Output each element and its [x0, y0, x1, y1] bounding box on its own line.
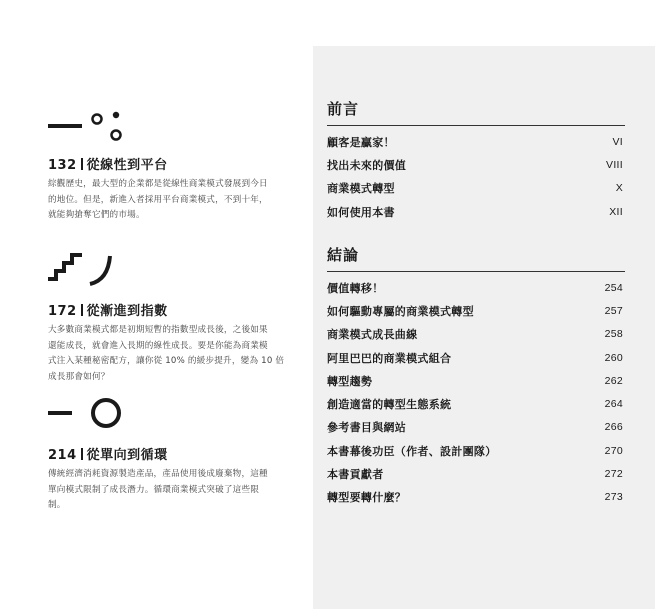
section-heading	[48, 444, 288, 463]
toc-section-title: 結論	[327, 246, 360, 264]
line-dot-dots-icon	[48, 108, 288, 148]
line-circle-icon	[48, 396, 288, 436]
section-separator	[81, 158, 83, 170]
description-line: 綜觀歷史，最大型的企業都是從線性商業模式發展到今日	[48, 179, 268, 189]
description-line: 還能成長，就會進入長期的線性成長。要是你能為商業模	[48, 340, 268, 351]
section-description	[48, 323, 288, 385]
toc-entry-page: 258	[604, 328, 623, 341]
section-title: 從單向到循環	[86, 448, 168, 463]
section-linear-to-platform	[48, 108, 288, 224]
description-line: 就能夠搶奪它們的市場。	[48, 210, 145, 220]
section-linear-to-circular	[48, 396, 288, 514]
toc-entry[interactable]	[327, 486, 625, 509]
right-page-toc	[313, 46, 655, 609]
section-title: 從漸進到指數	[86, 304, 168, 319]
description-line: 的地位。但是，新進入者採用平台商業模式，不到十年，	[48, 194, 268, 205]
toc-section-title: 前言	[327, 100, 360, 118]
section-incremental-to-exponential	[48, 250, 288, 385]
toc-entry-page: 260	[604, 351, 623, 364]
description-line: 式注入某種秘密配方，讓你從 10% 的緩步提升，變為 10 倍	[48, 356, 285, 366]
description-line: 單向模式限制了成長潛力。循環商業模式突破了這些限	[48, 484, 260, 495]
section-page-number: 132	[48, 158, 77, 173]
section-page-number: 172	[48, 304, 77, 319]
toc-entry-page: VI	[612, 135, 623, 148]
toc-entry[interactable]	[327, 323, 625, 346]
description-line: 傳統經濟消耗資源製造產品，產品使用後成廢棄物，這種	[48, 469, 268, 479]
section-separator	[81, 304, 83, 316]
toc-entry-label: 如何驅動專屬的商業模式轉型	[327, 304, 474, 318]
section-description	[48, 467, 288, 514]
toc-entry-label: 顧客是贏家！	[327, 135, 395, 149]
description-line: 成長那會如何？	[48, 371, 110, 382]
toc-preface	[327, 98, 625, 223]
toc-entry-page: XII	[609, 205, 623, 218]
toc-entry-label: 參考書目與網站	[327, 421, 407, 435]
toc-entry-page: X	[615, 182, 623, 195]
toc-entry-label: 本書貢獻者	[327, 468, 384, 482]
toc-entry[interactable]	[327, 392, 625, 415]
staircase-curve-icon	[48, 250, 288, 290]
toc-entry-label: 商業模式成長曲線	[327, 328, 418, 342]
toc-entry-label: 轉型要轉什麼？	[327, 491, 407, 505]
toc-entry-label: 本書幕後功臣（作者、設計團隊）	[327, 444, 497, 458]
toc-entry[interactable]	[327, 177, 625, 200]
section-page-number: 214	[48, 448, 77, 463]
section-heading	[48, 300, 288, 319]
toc-entry-page: 270	[604, 444, 623, 457]
description-line: 大多數商業模式都是初期短暫的指數型成長後，之後如果	[48, 325, 268, 335]
toc-entry-label: 找出未來的價值	[327, 158, 407, 172]
toc-entry[interactable]	[327, 416, 625, 439]
section-title: 從線性到平台	[86, 158, 168, 173]
toc-entry-page: 254	[604, 281, 623, 294]
toc-entry-label: 商業模式轉型	[327, 182, 395, 196]
toc-entry-page: 272	[604, 468, 623, 481]
toc-entry-page: 264	[604, 398, 623, 411]
toc-entry-page: 257	[604, 304, 623, 317]
description-line: 制。	[48, 500, 66, 510]
toc-entry[interactable]	[327, 130, 625, 153]
toc-entry-page: 273	[604, 491, 623, 504]
toc-entry[interactable]	[327, 439, 625, 462]
toc-entry[interactable]	[327, 200, 625, 223]
toc-entry-label: 轉型趨勢	[327, 374, 373, 388]
toc-entry[interactable]	[327, 299, 625, 322]
toc-entry-page: 262	[604, 374, 623, 387]
section-separator	[81, 448, 83, 460]
toc-conclusion	[327, 244, 625, 509]
toc-divider	[327, 125, 625, 126]
section-heading	[48, 154, 288, 173]
toc-entry[interactable]	[327, 153, 625, 176]
toc-entry-label: 價值轉移！	[327, 281, 384, 295]
toc-entry[interactable]	[327, 462, 625, 485]
toc-entry[interactable]	[327, 346, 625, 369]
toc-list	[327, 276, 625, 509]
toc-entry[interactable]	[327, 276, 625, 299]
left-page	[0, 0, 313, 609]
toc-list	[327, 130, 625, 223]
toc-divider	[327, 271, 625, 272]
toc-entry-label: 創造適當的轉型生態系統	[327, 398, 452, 412]
toc-entry[interactable]	[327, 369, 625, 392]
section-description	[48, 177, 288, 224]
toc-entry-label: 阿里巴巴的商業模式組合	[327, 351, 452, 365]
toc-entry-page: VIII	[606, 158, 623, 171]
toc-entry-page: 266	[604, 421, 623, 434]
toc-entry-label: 如何使用本書	[327, 205, 395, 219]
